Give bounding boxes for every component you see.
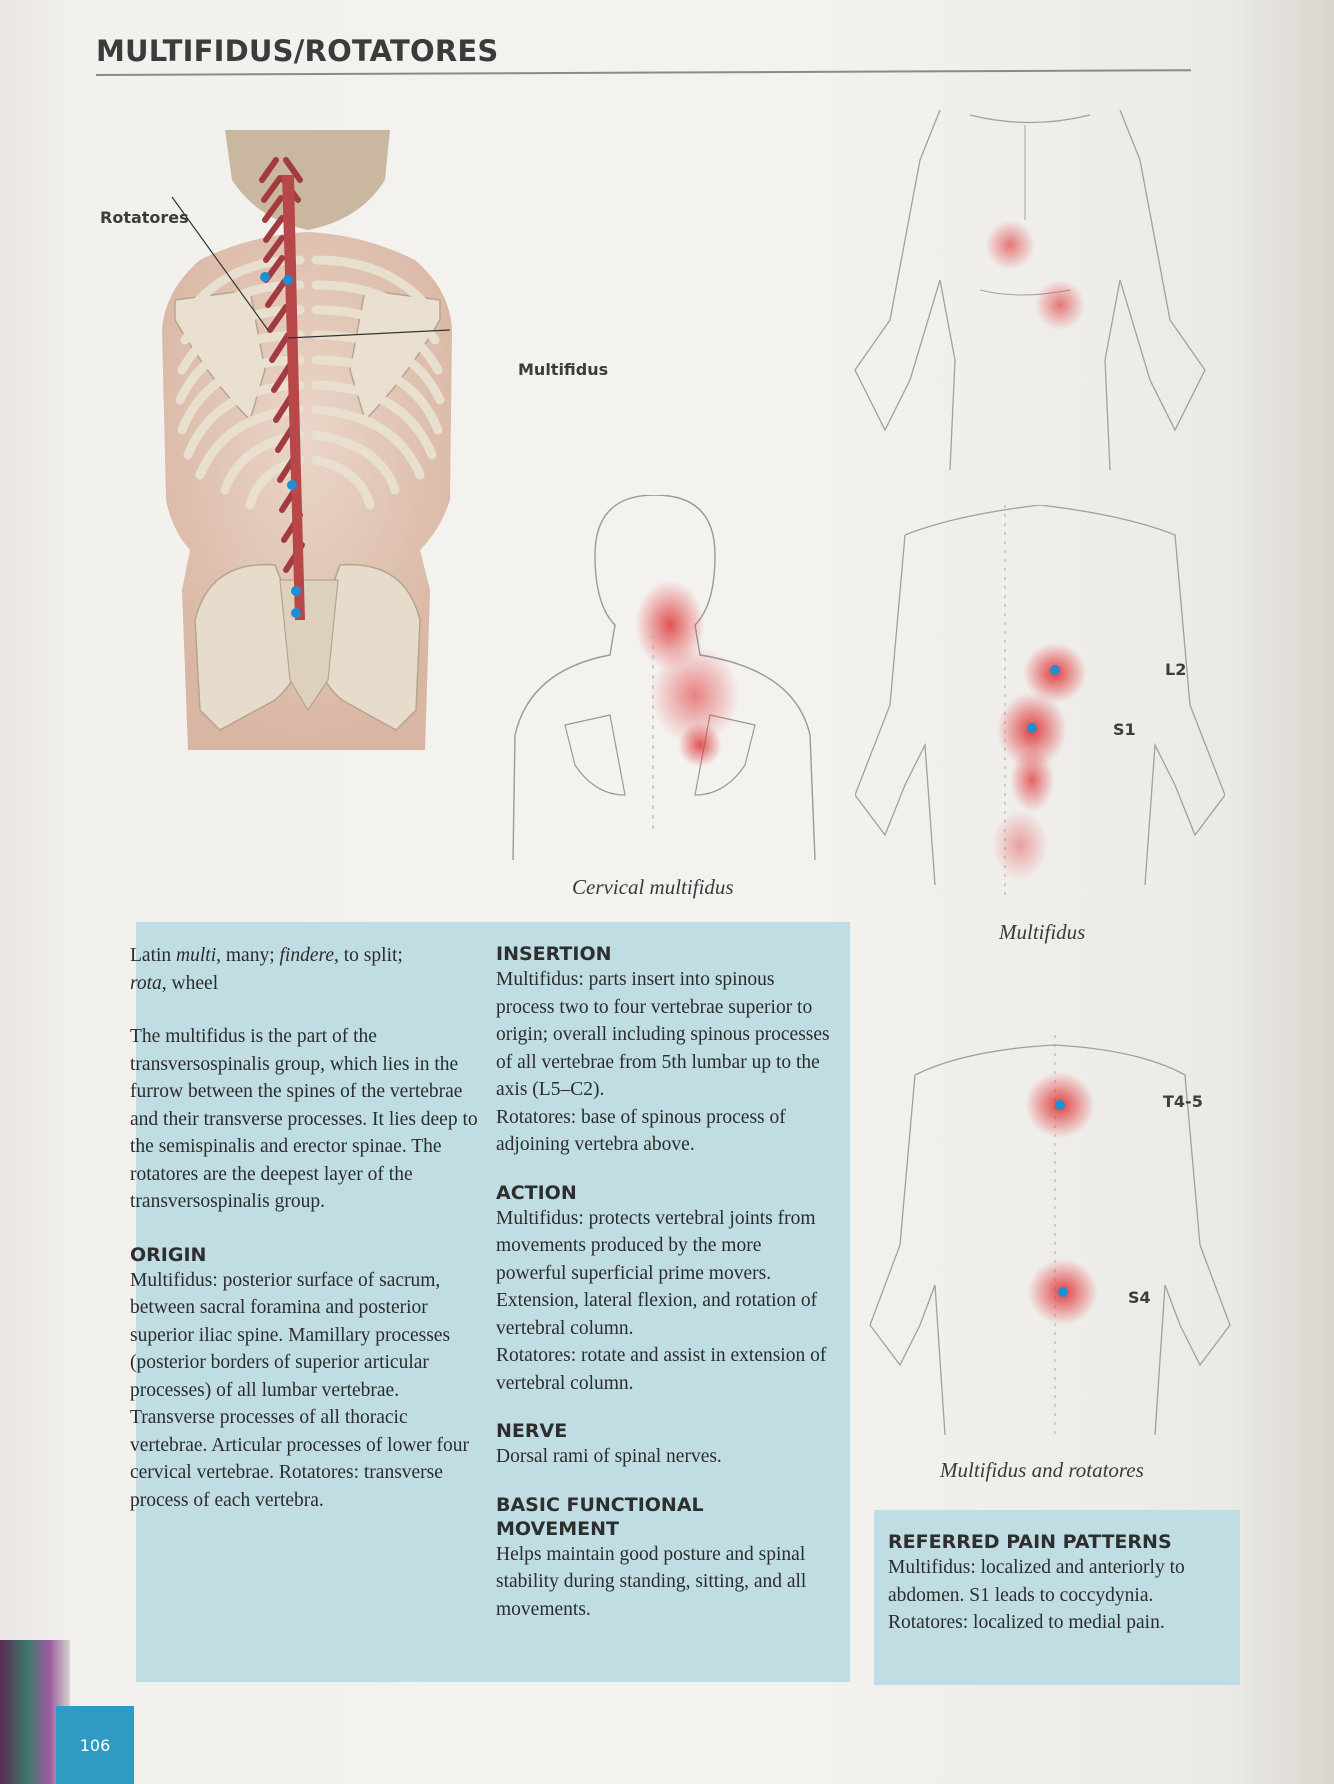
back-view-multifidus-figure (855, 505, 1225, 895)
origin-text: Multifidus: posterior surface of sacrum, between sacral foramina and posterior superior iliac spine. Mamillary processes (posterior borders of superior articular processes) of all lumbar vertebrae. Transverse processes of all thoracic vertebrae. Articular processes of lower four cervical vertebrae. Rotatores: transverse process of each vertebra. (130, 1269, 469, 1511)
insertion-text-1: Multifidus: parts insert into spinous process two to four vertebrae superior to origin; overall including spinous processes of all vertebrae from 5th lumbar up to the axis (L5–C2). (496, 969, 830, 1100)
page-title: MULTIFIDUS/ROTATORES (96, 34, 499, 68)
origin-heading: ORIGIN (130, 1243, 207, 1266)
movement-heading: BASIC FUNCTIONAL MOVEMENT (496, 1493, 704, 1540)
cervical-figure (505, 495, 825, 865)
label-rotatores: Rotatores (100, 208, 189, 227)
caption-cervical: Cervical multifidus (572, 875, 734, 899)
label-multifidus: Multifidus (518, 360, 609, 379)
referred-pain-column (888, 1530, 1228, 1637)
action-text-1: Multifidus: protects vertebral joints from movements produced by the more powerful superficial prime movers. Extension, lateral flexion, and rotation of vertebral column. (496, 1207, 818, 1339)
movement-text: Helps maintain good posture and spinal stability during standing, sitting, and all movements. (496, 1543, 807, 1620)
page-number: 106 (56, 1706, 134, 1784)
nerve-text: Dorsal rami of spinal nerves. (496, 1446, 722, 1467)
referred-pain-heading: REFERRED PAIN PATTERNS (888, 1531, 1172, 1553)
title-rule (96, 69, 1191, 76)
label-s4: S4 (1128, 1288, 1151, 1307)
nerve-heading: NERVE (496, 1420, 568, 1442)
referred-pain-text-2: Rotatores: localized to medial pain. (888, 1612, 1165, 1633)
action-text-2: Rotatores: rotate and assist in extension of vertebral column. (496, 1345, 827, 1394)
insertion-text-2: Rotatores: base of spinous process of adjoining vertebra above. (496, 1106, 786, 1155)
caption-multifidus-rotatores: Multifidus and rotatores (940, 1458, 1144, 1482)
details-column (496, 942, 831, 1623)
insertion-heading: INSERTION (496, 943, 612, 965)
label-s1: S1 (1113, 720, 1136, 739)
caption-multifidus: Multifidus (999, 920, 1086, 944)
label-t45: T4-5 (1163, 1092, 1203, 1111)
referred-pain-text-1: Multifidus: localized and anteriorly to abdomen. S1 leads to coccydynia. (888, 1557, 1185, 1606)
label-l2: L2 (1165, 660, 1187, 679)
intro-description: The multifidus is the part of the transversospinalis group, which lies in the furrow between the spines of the vertebrae and their transverse processes. It lies deep to the semispinalis and erector spinae. The rotatores are the deepest layer of the transversospinalis group. (130, 1026, 478, 1212)
action-heading: ACTION (496, 1181, 577, 1204)
intro-column (130, 942, 482, 1514)
etymology: Latin multi, many; findere, to split; rota, wheel (130, 945, 403, 994)
front-view-figure (840, 100, 1220, 470)
